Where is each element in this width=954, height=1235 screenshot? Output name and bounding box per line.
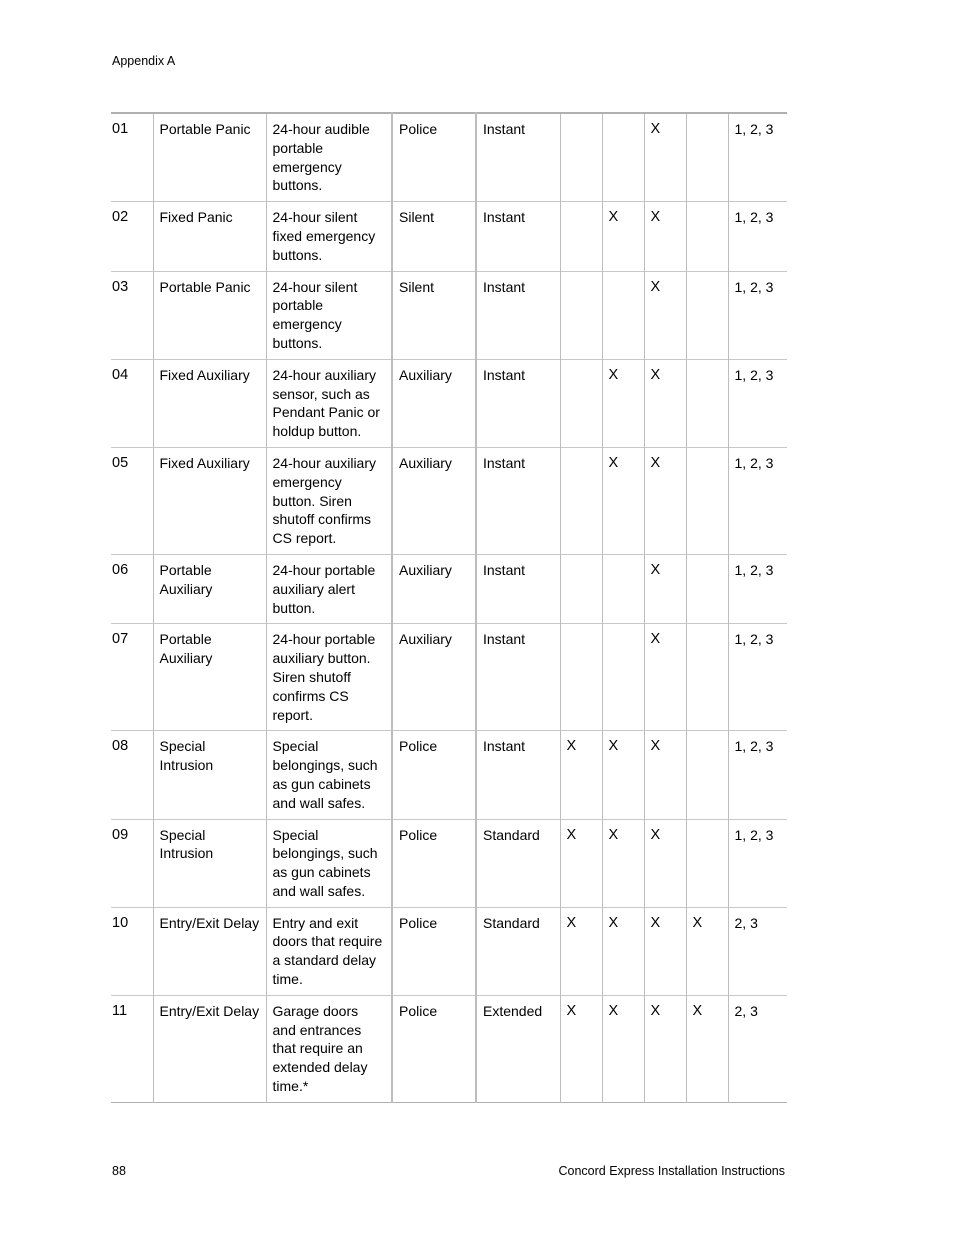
option-cell-1: X <box>560 995 602 1102</box>
zone-number-cell: 10 <box>112 914 129 931</box>
description-cell: 24-hour auxiliary emergency button. Siren shutoff confirms CS report. <box>266 447 392 554</box>
zone-type-cell: Fixed Auxiliary <box>153 359 266 447</box>
option-cell-4 <box>686 271 728 359</box>
table-body <box>111 113 787 1102</box>
zone-number-cell: 07 <box>112 631 129 648</box>
applicable-cell: 1, 2, 3 <box>728 554 787 623</box>
zone-type-cell: Portable Panic <box>153 113 266 202</box>
applicable-cell: 1, 2, 3 <box>728 359 787 447</box>
option-cell-3: X <box>644 731 686 819</box>
response-cell: Police <box>392 113 476 202</box>
zone-number-cell: 05 <box>112 454 129 471</box>
table-row <box>111 271 787 359</box>
option-cell-1 <box>560 447 602 554</box>
zone-type-cell: Fixed Auxiliary <box>153 447 266 554</box>
option-cell-2: X <box>602 907 644 995</box>
option-cell-3: X <box>644 113 686 202</box>
delay-cell: Instant <box>476 271 560 359</box>
description-cell: 24-hour silent portable emergency buttons. <box>266 271 392 359</box>
option-cell-4 <box>686 202 728 271</box>
applicable-cell: 1, 2, 3 <box>728 819 787 907</box>
zone-number-cell: 04 <box>112 366 129 383</box>
option-cell-4 <box>686 447 728 554</box>
table-row <box>111 447 787 554</box>
response-cell: Police <box>392 995 476 1102</box>
option-cell-1: X <box>560 731 602 819</box>
response-cell: Police <box>392 819 476 907</box>
option-cell-3: X <box>644 271 686 359</box>
description-cell: Special belongings, such as gun cabinets and wall safes. <box>266 731 392 819</box>
table-row <box>111 113 787 202</box>
option-cell-1 <box>560 271 602 359</box>
table-row <box>111 995 787 1102</box>
delay-cell: Extended <box>476 995 560 1102</box>
table-row <box>111 202 787 271</box>
delay-cell: Instant <box>476 554 560 623</box>
table-row <box>111 907 787 995</box>
response-cell: Silent <box>392 202 476 271</box>
table-row <box>111 359 787 447</box>
description-cell: Special belongings, such as gun cabinets and wall safes. <box>266 819 392 907</box>
zone-type-cell: Portable Auxiliary <box>153 554 266 623</box>
delay-cell: Instant <box>476 113 560 202</box>
zone-number-cell: 03 <box>112 278 129 295</box>
response-cell: Silent <box>392 271 476 359</box>
delay-cell: Instant <box>476 359 560 447</box>
delay-cell: Instant <box>476 624 560 731</box>
option-cell-3: X <box>644 359 686 447</box>
zone-number-cell: 08 <box>112 738 129 755</box>
delay-cell: Standard <box>476 819 560 907</box>
zone-type-cell: Entry/Exit Delay <box>153 907 266 995</box>
description-cell: Garage doors and entrances that require an extended delay time.* <box>266 995 392 1102</box>
document-title: Concord Express Installation Instructions <box>558 1164 785 1178</box>
option-cell-2: X <box>602 995 644 1102</box>
response-cell: Police <box>392 907 476 995</box>
table-row <box>111 624 787 731</box>
option-cell-4 <box>686 731 728 819</box>
option-cell-1: X <box>560 819 602 907</box>
applicable-cell: 1, 2, 3 <box>728 271 787 359</box>
delay-cell: Instant <box>476 731 560 819</box>
option-cell-4 <box>686 554 728 623</box>
response-cell: Auxiliary <box>392 359 476 447</box>
option-cell-2: X <box>602 731 644 819</box>
applicable-cell: 2, 3 <box>728 995 787 1102</box>
zone-number-cell: 11 <box>112 1002 128 1019</box>
option-cell-3: X <box>644 995 686 1102</box>
response-cell: Police <box>392 731 476 819</box>
option-cell-2 <box>602 271 644 359</box>
zone-type-cell: Special Intrusion <box>153 819 266 907</box>
option-cell-3: X <box>644 819 686 907</box>
option-cell-2 <box>602 624 644 731</box>
applicable-cell: 1, 2, 3 <box>728 202 787 271</box>
option-cell-3: X <box>644 202 686 271</box>
option-cell-1 <box>560 554 602 623</box>
zone-number-cell: 09 <box>112 826 129 843</box>
delay-cell: Standard <box>476 907 560 995</box>
response-cell: Auxiliary <box>392 554 476 623</box>
delay-cell: Instant <box>476 202 560 271</box>
response-cell: Auxiliary <box>392 447 476 554</box>
applicable-cell: 1, 2, 3 <box>728 113 787 202</box>
zone-type-table <box>111 112 787 1103</box>
option-cell-1: X <box>560 907 602 995</box>
option-cell-2 <box>602 113 644 202</box>
table-row <box>111 554 787 623</box>
option-cell-3: X <box>644 624 686 731</box>
option-cell-2: X <box>602 202 644 271</box>
option-cell-2: X <box>602 819 644 907</box>
option-cell-2: X <box>602 359 644 447</box>
option-cell-4: X <box>686 907 728 995</box>
option-cell-2 <box>602 554 644 623</box>
zone-number-cell: 01 <box>112 121 129 137</box>
applicable-cell: 1, 2, 3 <box>728 624 787 731</box>
zone-number-cell: 02 <box>112 209 129 226</box>
option-cell-3: X <box>644 447 686 554</box>
zone-type-cell: Entry/Exit Delay <box>153 995 266 1102</box>
option-cell-3: X <box>644 554 686 623</box>
option-cell-4 <box>686 819 728 907</box>
zone-type-cell: Portable Panic <box>153 271 266 359</box>
option-cell-4 <box>686 359 728 447</box>
description-cell: 24-hour auxiliary sensor, such as Pendant Panic or holdup button. <box>266 359 392 447</box>
running-head: Appendix A <box>112 54 176 68</box>
description-cell: 24-hour audible portable emergency buttons. <box>266 113 392 202</box>
option-cell-2: X <box>602 447 644 554</box>
zone-number-cell: 06 <box>112 561 129 578</box>
option-cell-1 <box>560 202 602 271</box>
zone-type-cell: Portable Auxiliary <box>153 624 266 731</box>
table-row <box>111 819 787 907</box>
page-number: 88 <box>112 1164 126 1178</box>
delay-cell: Instant <box>476 447 560 554</box>
option-cell-4 <box>686 624 728 731</box>
description-cell: 24-hour silent fixed emergency buttons. <box>266 202 392 271</box>
zone-type-cell: Special Intrusion <box>153 731 266 819</box>
table-row <box>111 731 787 819</box>
response-cell: Auxiliary <box>392 624 476 731</box>
option-cell-4: X <box>686 995 728 1102</box>
applicable-cell: 1, 2, 3 <box>728 731 787 819</box>
option-cell-1 <box>560 113 602 202</box>
applicable-cell: 1, 2, 3 <box>728 447 787 554</box>
option-cell-1 <box>560 624 602 731</box>
option-cell-3: X <box>644 907 686 995</box>
description-cell: 24-hour portable auxiliary button. Siren shutoff confirms CS report. <box>266 624 392 731</box>
option-cell-4 <box>686 113 728 202</box>
description-cell: 24-hour portable auxiliary alert button. <box>266 554 392 623</box>
applicable-cell: 2, 3 <box>728 907 787 995</box>
option-cell-1 <box>560 359 602 447</box>
description-cell: Entry and exit doors that require a standard delay time. <box>266 907 392 995</box>
zone-type-cell: Fixed Panic <box>153 202 266 271</box>
